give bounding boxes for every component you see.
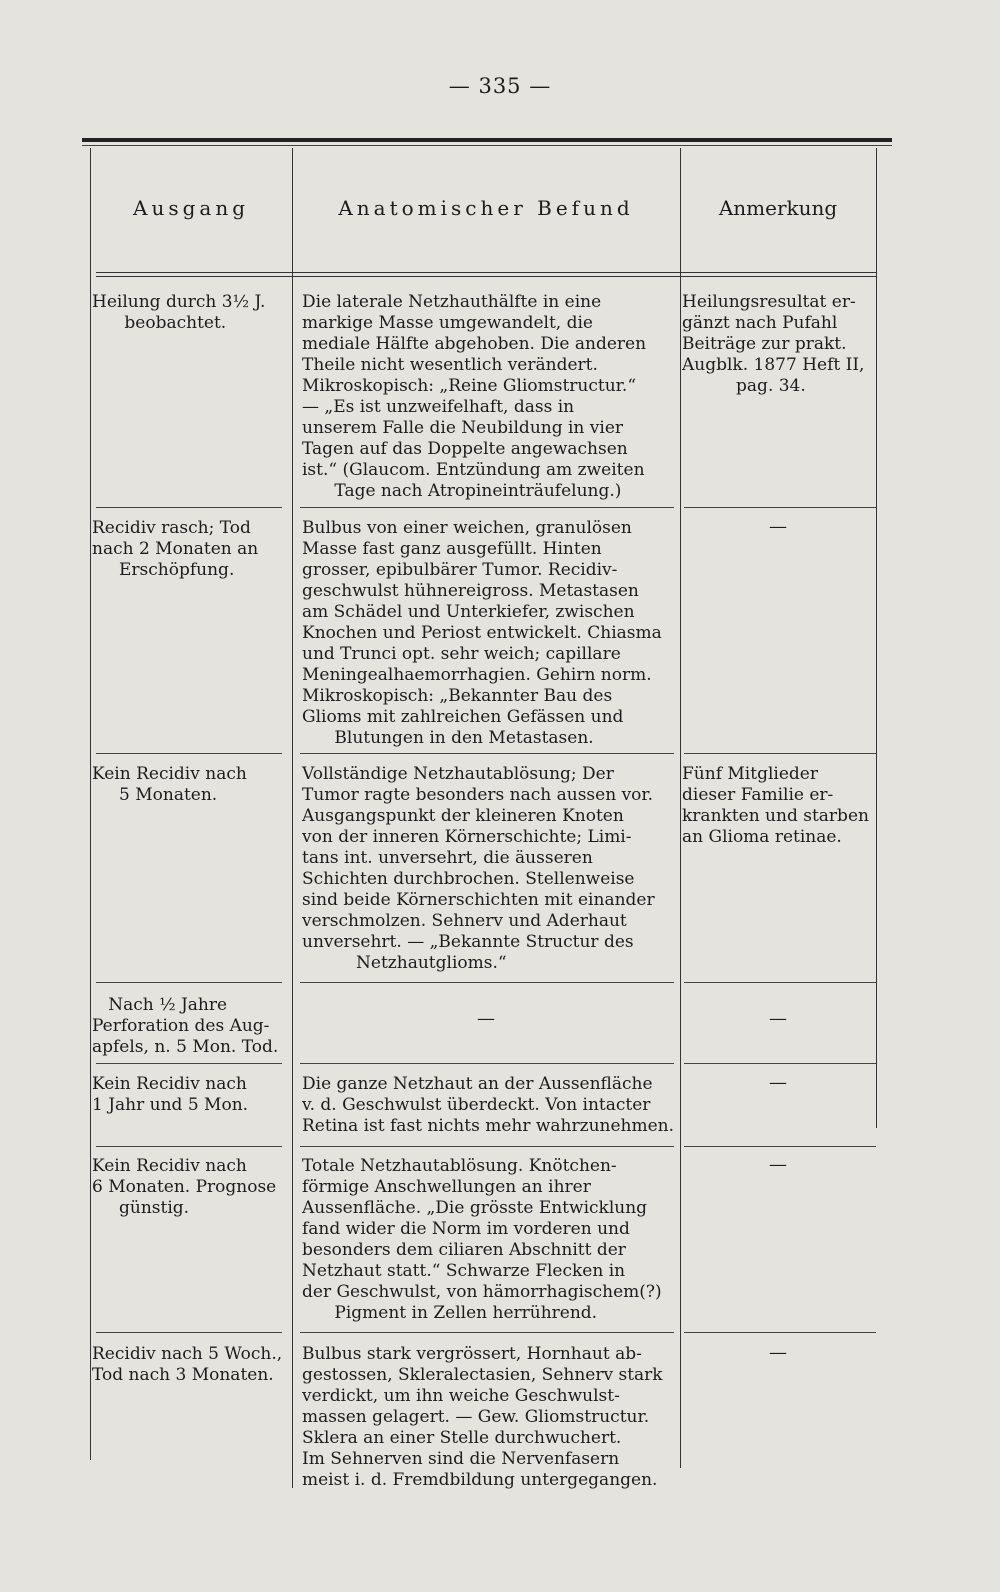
row-5-divider-right [684,1146,876,1147]
row-3-anatomical: Vollständige Netzhautablösung; Der Tumor ragte besonders nach aussen vor. Ausgangspunkt der kleineren Knoten von der inneren Körnerschichte; Limi- tans int. unversehrt, die äusseren Schichten durchbrochen. Stellenweise sind beide Körnerschichten mit einander verschmolzen. Sehnerv und Aderhaut unversehrt. — „Bekannte Structur des Netzhautglioms.“ [302,764,655,973]
row-1-divider-right [684,507,876,508]
row-2-anatomical: Bulbus von einer weichen, granulösen Masse fast ganz ausgefüllt. Hinten grosser, epibulbärer Tumor. Recidiv- geschwulst hühnereigross. Metastasen am Schädel und Unterkiefer, zwischen Knochen und Periost entwickelt. Chiasma und Trunci opt. sehr weich; capillare Meningealhaemorrhagien. Gehirn norm. Mikroskopisch: „Bekannter Bau des Glioms mit zahlreichen Gefässen und Blutungen in den Metastasen. [302,518,662,748]
row-4-divider-mid [300,1063,674,1064]
row-3-divider-mid [300,982,674,983]
top-rule-thin [82,145,892,146]
row-3-remark: Fünf Mitglieder dieser Familie er- krankten und starben an Glioma retinae. [682,764,869,847]
header-anatomical: Anatomischer Befund [338,196,634,220]
header-outcome: Ausgang [133,196,249,220]
row-1-remark: Heilungsresultat er- gänzt nach Pufahl Beiträge zur prakt. Augblk. 1877 Heft II, pag. 34. [682,292,865,396]
row-2-divider-left [96,753,282,754]
row-3-divider-right [684,982,876,983]
row-2-outcome: Recidiv rasch; Tod nach 2 Monaten an Erschöpfung. [92,518,259,580]
row-6-remark: — [769,1154,787,1175]
row-5-divider-mid [300,1146,674,1147]
row-1-divider-mid [300,507,674,508]
row-3-outcome: Kein Recidiv nach 5 Monaten. [92,764,247,805]
row-2-divider-right [684,753,876,754]
row-2-remark: — [769,516,787,537]
row-5-divider-left [96,1146,282,1147]
header-rule [96,272,876,273]
row-5-outcome: Kein Recidiv nach 1 Jahr und 5 Mon. [92,1074,249,1115]
row-4-remark: — [769,1008,787,1029]
row-6-divider-mid [300,1332,674,1333]
top-rule [82,138,892,142]
row-3-divider-left [96,982,282,983]
row-6-outcome: Kein Recidiv nach 6 Monaten. Prognose günstig. [92,1156,277,1218]
page-number: — 335 — [448,74,552,98]
row-4-divider-left [96,1063,282,1064]
col-line-1 [292,148,293,1488]
row-4-anatomical: — [477,1008,495,1029]
row-2-divider-mid [300,753,674,754]
row-1-divider-left [96,507,282,508]
row-7-outcome: Recidiv nach 5 Woch., Tod nach 3 Monaten. [92,1344,283,1385]
row-5-anatomical: Die ganze Netzhaut an der Aussenfläche v. d. Geschwulst überdeckt. Von intacter Retina ist fast nichts mehr wahrzunehmen. [302,1074,675,1136]
row-4-outcome: Nach ½ Jahre Perforation des Aug- apfels, n. 5 Mon. Tod. [92,995,279,1057]
row-7-remark: — [769,1342,787,1363]
row-6-divider-left [96,1332,282,1333]
row-6-divider-right [684,1332,876,1333]
col-line-left [90,148,91,1460]
row-1-anatomical: Die laterale Netzhauthälfte in eine markige Masse umgewandelt, die mediale Hälfte abgehoben. Die anderen Theile nicht wesentlich verändert. Mikroskopisch: „Reine Gliomstructur.“ — „Es ist unzweifelhaft, dass in unserem Falle die Neubildung in vier Tagen auf das Doppelte angewachsen ist.“ (Glaucom. Entzündung am zweiten Tage nach Atropineinträufelung.) [302,292,647,501]
header-remark: Anmerkung [718,196,838,220]
col-line-2 [680,148,681,1468]
row-1-outcome: Heilung durch 3½ J. beobachtet. [92,292,266,333]
row-6-anatomical: Totale Netzhautablösung. Knötchen- förmige Anschwellungen an ihrer Aussenfläche. „Die grösste Entwicklung fand wider die Norm im vorderen und besonders dem ciliaren Abschnitt der Netzhaut statt.“ Schwarze Flecken in der Geschwulst, von hämorrhagischem(?) Pigment in Zellen herrührend. [302,1156,662,1323]
row-4-divider-right [684,1063,876,1064]
row-5-remark: — [769,1072,787,1093]
row-7-anatomical: Bulbus stark vergrössert, Hornhaut ab- gestossen, Skleralectasien, Sehnerv stark verdickt, um ihn weiche Geschwulst- massen gelagert. — Gew. Gliomstructur. Sklera an einer Stelle durchwuchert. Im Sehnerven sind die Nervenfasern meist i. d. Fremdbildung untergegangen. [302,1344,663,1490]
header-rule-2 [96,276,876,277]
